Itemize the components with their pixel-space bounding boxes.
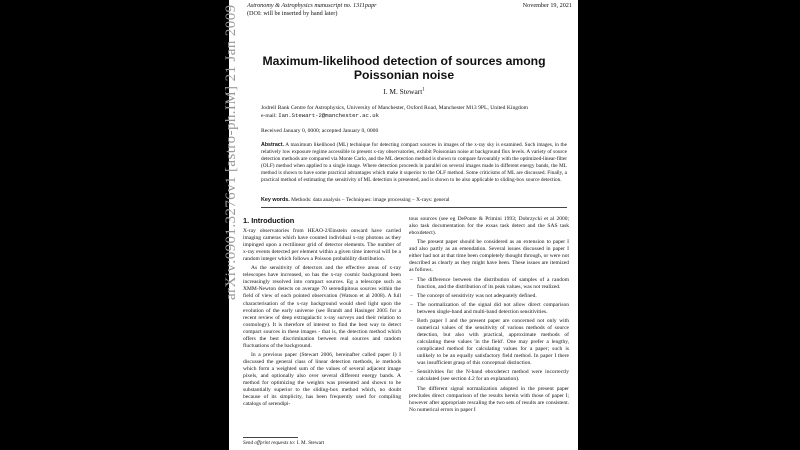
author-name: I. M. Stewart (383, 87, 423, 96)
received-dates: Received January 0, 0000; accepted January 0, 0000 (261, 128, 379, 134)
left-column (243, 217, 401, 410)
affiliation: Jodrell Bank Centre for Astrophysics, University of Manchester, Oxford Road, Manchester M13 9PL, United Kingdom (261, 105, 528, 111)
email-address[interactable]: Ian.Stewart-2@manchester.ac.uk (278, 112, 379, 120)
running-header (247, 2, 427, 18)
author-line (249, 87, 559, 96)
right-paragraph-3: The different signal normalization adopted in the present paper precludes direct comparison of the results herein with those of paper I; however after appropriate rescaling the two sets of results are consistent. No numerical errors in paper I (409, 385, 569, 414)
abstract-label: Abstract. (261, 142, 284, 148)
right-paragraph-2: The present paper should be considered as an extension to paper I and also partly as an emendation. Several issues discussed in paper I either had not at that time been completely thought through, or were not described as clearly as they might have been. These issues are itemized as follows. (409, 238, 569, 274)
doi-line: (DOI: will be inserted by hand later) (247, 10, 338, 17)
footnote-label: Send offprint requests to: (243, 440, 296, 446)
footnote-rule (243, 437, 298, 438)
intro-paragraph-2: As the sensitivity of detectors and the effective areas of x-ray telescopes have increased, so has the x-ray cosmic background been increasingly resolved into compact sources. Eg a telescope such as XMM-Newton detects on average 70 serendipitous sources within the field of view of each pointed observation (Watson et al 2008). A full characterisation of the x-ray background would shed light upon the evolution of the early universe (see Brandt and Hasinger 2005 for a recent review of deep extragalactic x-ray surveys and their relation to cosmology). It is therefore of interest to find the best way to detect compact sources in these images - that is, the detection method which offers the best discrimination between real sources and random fluctuations of the background. (243, 265, 401, 350)
abstract-divider (261, 207, 567, 208)
footnote-name: I. M. Stewart (296, 440, 325, 446)
email-label: e-mail: (261, 113, 277, 120)
intro-paragraph-1: X-ray observatories from HEAO-2/Einstein onward have carried imaging cameras which have counted individual x-ray photons as they impinged upon a rectilinear grid of detector elements. The number of x-ray events detected per element within a given time interval will be a random integer which follows a Poisson probability distribution. (243, 228, 401, 263)
affiliation-block (261, 105, 566, 121)
paper-title: Maximum-likelihood detection of sources among Poissonian noise (262, 54, 546, 82)
list-item: – The difference between the distribution of samples of a random function, and the distribution of its peak values, was not realized. (417, 277, 569, 291)
keywords (261, 197, 567, 203)
paper-page (223, 0, 578, 450)
email-line (261, 112, 566, 120)
list-item: – Sensitivities for the N-band eboxdetect method were incorrectly calculated (see section 4.2 for an explanation). (417, 369, 569, 383)
keywords-text: Methods: data analysis – Techniques: image processing – X-rays: general (291, 197, 450, 203)
list-item: – The normalization of the signal did not allow direct comparison between single-band and multi-band detection sensitivities. (417, 302, 569, 316)
list-item: – The concept of sensitivity was not adequately defined. (417, 293, 569, 300)
footnote (243, 440, 324, 446)
header-date: November 19, 2021 (522, 2, 572, 9)
intro-paragraph-3: In a previous paper (Stewart 2006, hereinafter called paper I) I discussed the general class of linear detection methods, ie methods which form a weighted sum of the values of several adjacent image pixels, and optionally also over several different energy bands. A method for optimizing the weights was presented and shown to be substantially superior to the sliding-box method which, no doubt because of its simplicity, has been frequently used for compiling catalogs of serendipi- (243, 351, 401, 408)
arxiv-stamp[interactable]: arXiv:0901.3276v1 [astro-ph.IM] 21 Jan 2009 (223, 4, 239, 300)
abstract-text: A maximum likelihood (ML) technique for detecting compact sources in images of the x-ray sky is examined. Such images, in the relatively low exposure regime accessible to present x-ray observatories, exhibit Poissonian noise at background flux levels. A variety of source detection methods are compared via Monte Carlo, and the ML detection method is shown to compare favourably with the optimized-linear-filter (OLF) method when applied to a single image. Where detection proceeds in parallel on several images made in different energy bands, the ML method is shown to have some practical advantages which make it superior to the OLF method. Some criticisms of ML are discussed. Finally, a practical method of estimating the sensitivity of ML detection is presented, and is shown to be also applicable to sliding-box source detection. (261, 142, 567, 183)
issue-list (409, 277, 569, 383)
list-item: – Both paper I and the present paper are concerned not only with numerical values of the sensitivity of various methods of source detection, but also with practical, approximate methods of calculating these values 'in the field'. One may prefer a lengthy, complicated method for calculating values for a paper; such is unlikely to be an equally satisfactory field method. In paper I there was insufficient grasp of this conceptual distinction. (417, 318, 569, 368)
journal-line: Astronomy & Astrophysics manuscript no. 1311papr (247, 2, 377, 9)
author-mark: 1 (422, 87, 425, 93)
right-paragraph-1: tous sources (see eg DePonte & Primini 1993; Dobrzycki et al 2000; also task documentation for the exsas task detect and the SAS task eboxdetect). (409, 216, 569, 237)
abstract (261, 142, 567, 183)
keywords-label: Key words. (261, 197, 290, 203)
section-title: 1. Introduction (243, 216, 295, 225)
right-column (409, 216, 569, 416)
